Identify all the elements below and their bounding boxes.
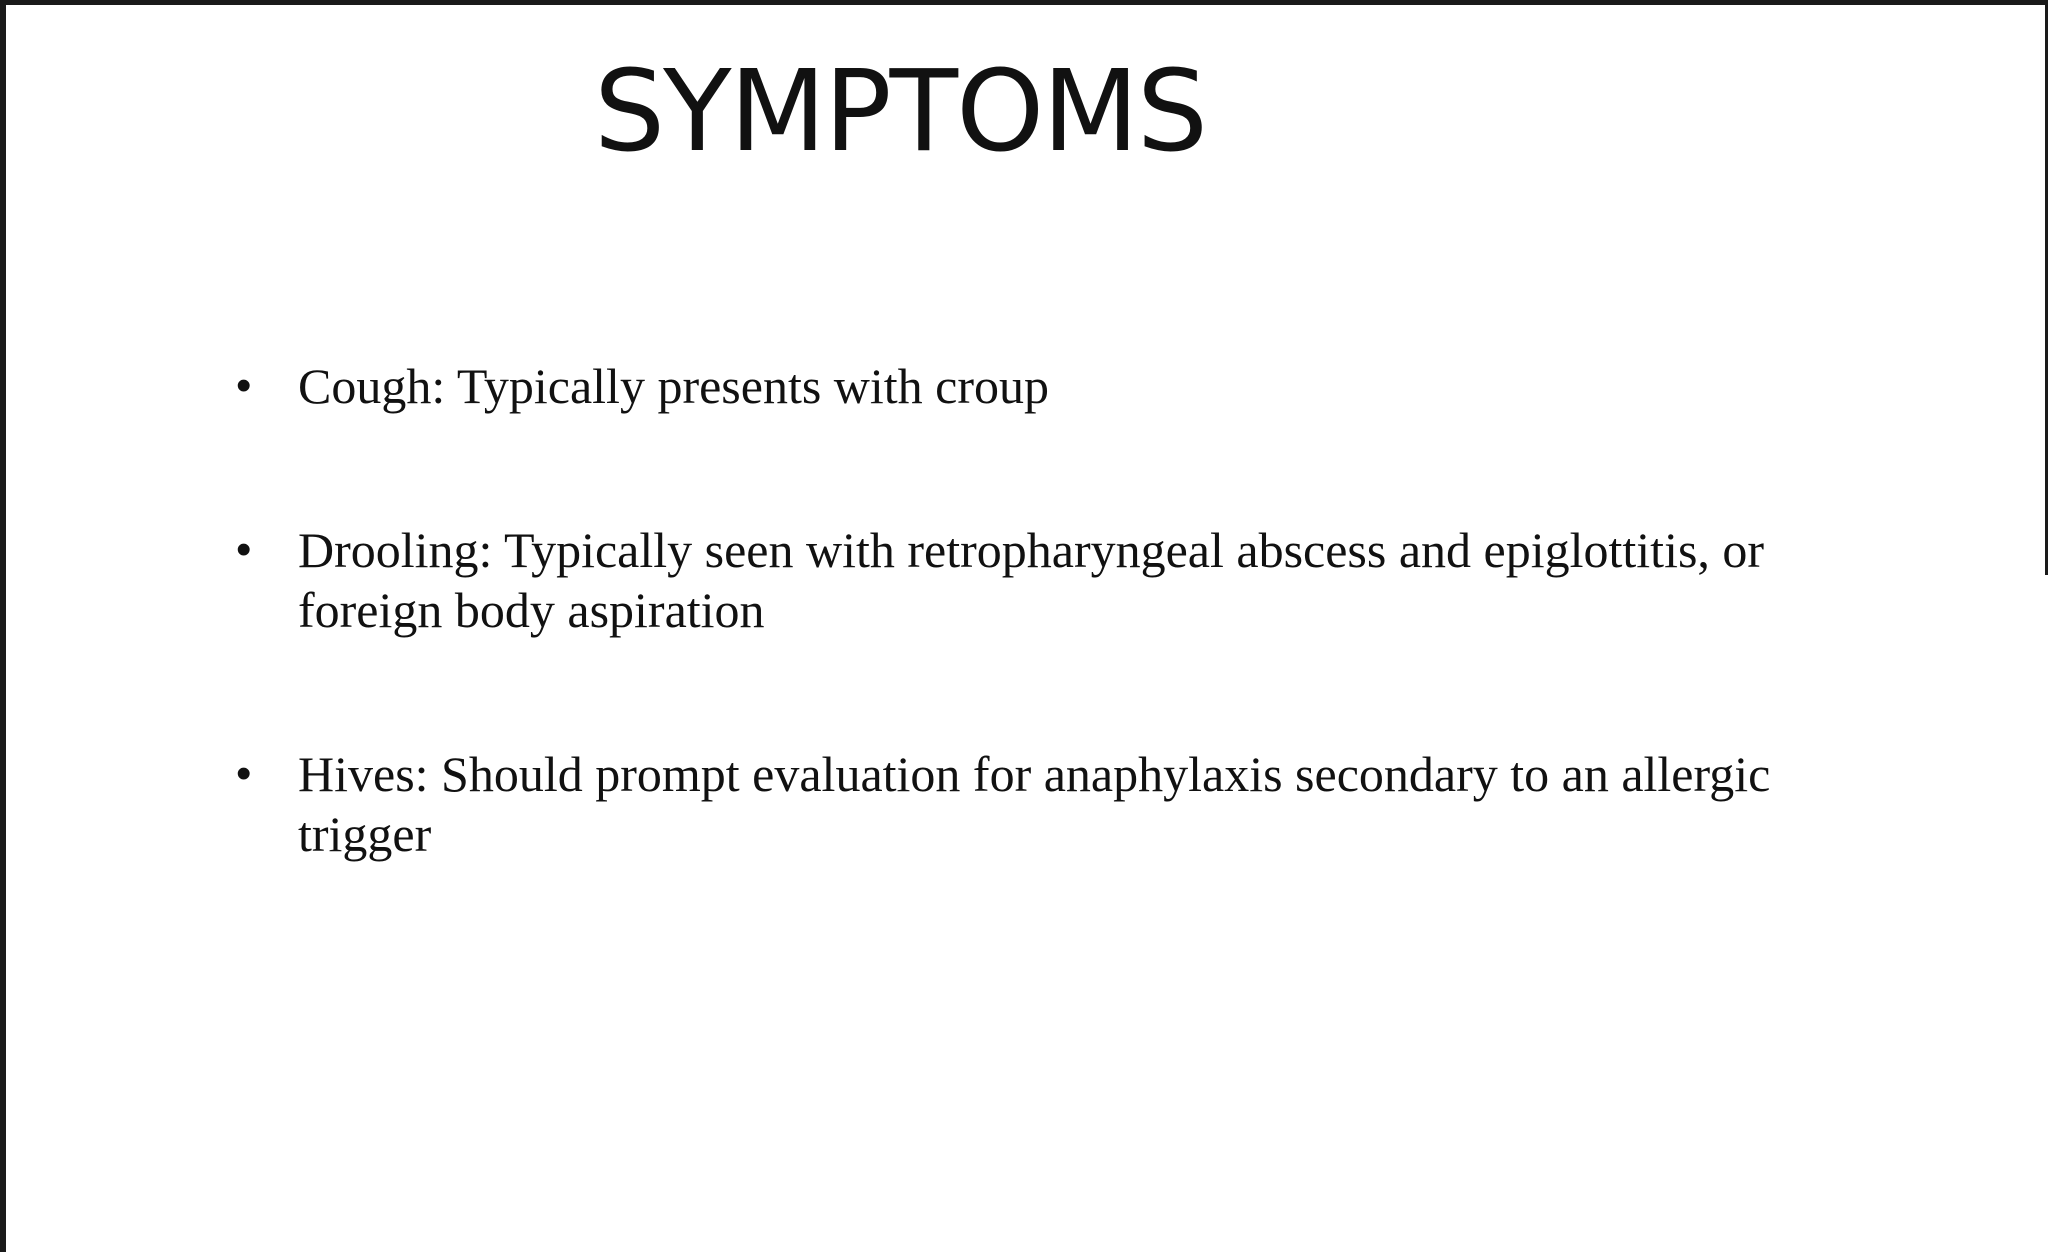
bullet-dot-icon: • (236, 525, 252, 574)
bullet-text: Hives: Should prompt evaluation for anaphylaxis secondary to an allergic trigger (298, 746, 1771, 862)
bullet-text: Drooling: Typically seen with retropharyngeal abscess and epiglottitis, or foreign body aspiration (298, 522, 1765, 638)
bullet-dot-icon: • (236, 361, 252, 410)
bullet-list (236, 356, 1816, 864)
slide-border-top (0, 0, 2048, 5)
bullet-item-cough (236, 356, 1816, 416)
bullet-text: Cough: Typically presents with croup (298, 358, 1050, 414)
bullet-item-drooling (236, 520, 1816, 640)
bullet-dot-icon: • (236, 749, 252, 798)
slide-border-left (0, 0, 6, 1252)
bullet-item-hives (236, 744, 1816, 864)
slide-title: SYMPTOMS (594, 47, 1206, 177)
